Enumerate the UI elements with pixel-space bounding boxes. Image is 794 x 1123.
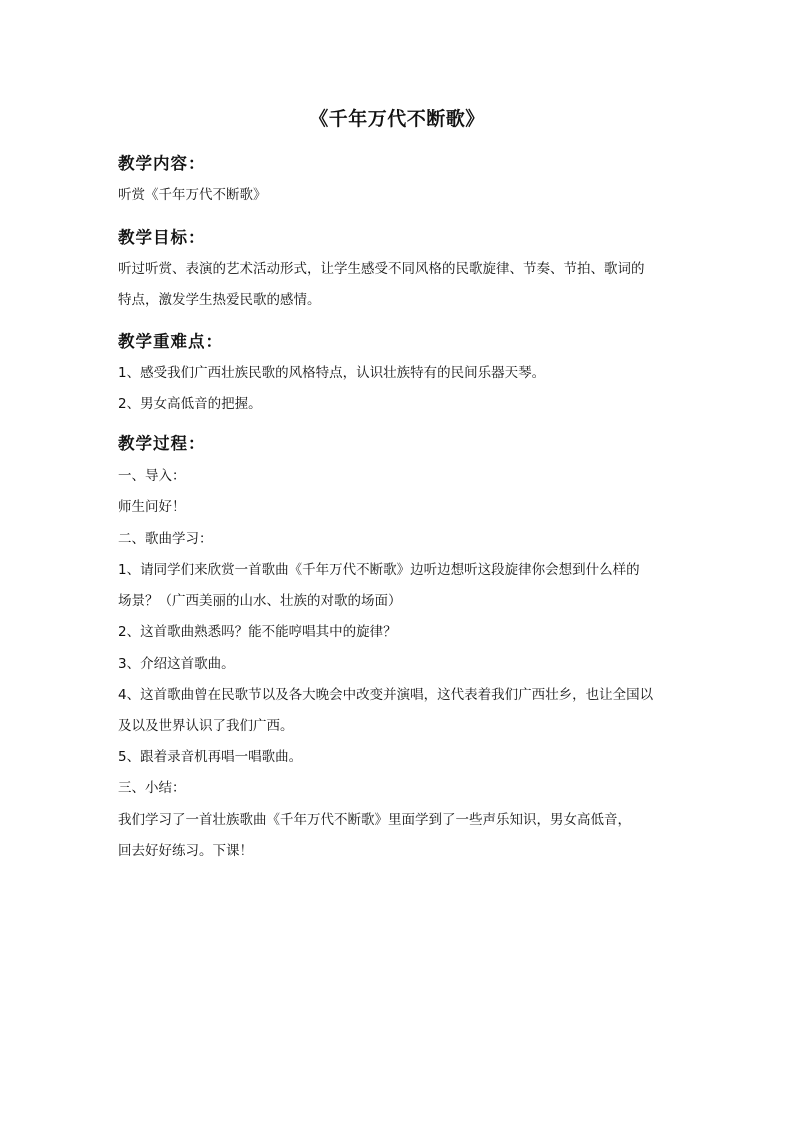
process-line: 及以及世界认识了我们广西。 <box>118 718 294 734</box>
key-points-line: 2、男女高低音的把握。 <box>118 396 262 412</box>
content-line: 听赏《千年万代不断歌》 <box>118 187 267 203</box>
objectives-line: 听过听赏、表演的艺术活动形式，让学生感受不同风格的民歌旋律、节奏、节拍、歌词的 <box>118 261 645 277</box>
key-points-line: 1、感受我们广西壮族民歌的风格特点，认识壮族特有的民间乐器天琴。 <box>118 365 546 381</box>
section-heading-objectives: 教学目标： <box>118 228 206 247</box>
process-line: 二、歌曲学习： <box>118 531 213 547</box>
process-line: 师生问好！ <box>118 499 186 515</box>
section-heading-process: 教学过程： <box>118 434 206 453</box>
process-line: 5、跟着录音机再唱一唱歌曲。 <box>118 749 303 765</box>
objectives-line: 特点，激发学生热爱民歌的感情。 <box>118 292 321 308</box>
process-line: 2、这首歌曲熟悉吗？能不能哼唱其中的旋律？ <box>118 624 397 640</box>
process-line: 我们学习了一首壮族歌曲《千年万代不断歌》里面学到了一些声乐知识，男女高低音， <box>118 812 631 828</box>
process-line: 三、小结： <box>118 780 186 796</box>
process-line: 场景？（广西美丽的山水、壮族的对歌的场面） <box>118 593 402 609</box>
process-line: 4、这首歌曲曾在民歌节以及各大晚会中改变并演唱，这代表着我们广西壮乡，也让全国以 <box>118 687 654 703</box>
process-line: 一、导入： <box>118 468 186 484</box>
process-line: 3、介绍这首歌曲。 <box>118 656 235 672</box>
process-line: 回去好好练习。下课！ <box>118 843 253 859</box>
document-title: 《千年万代不断歌》 <box>309 108 485 130</box>
process-line: 1、请同学们来欣赏一首歌曲《千年万代不断歌》边听边想听这段旋律你会想到什么样的 <box>118 562 640 578</box>
section-heading-key-points: 教学重难点： <box>118 332 223 351</box>
section-heading-content: 教学内容： <box>118 154 206 173</box>
